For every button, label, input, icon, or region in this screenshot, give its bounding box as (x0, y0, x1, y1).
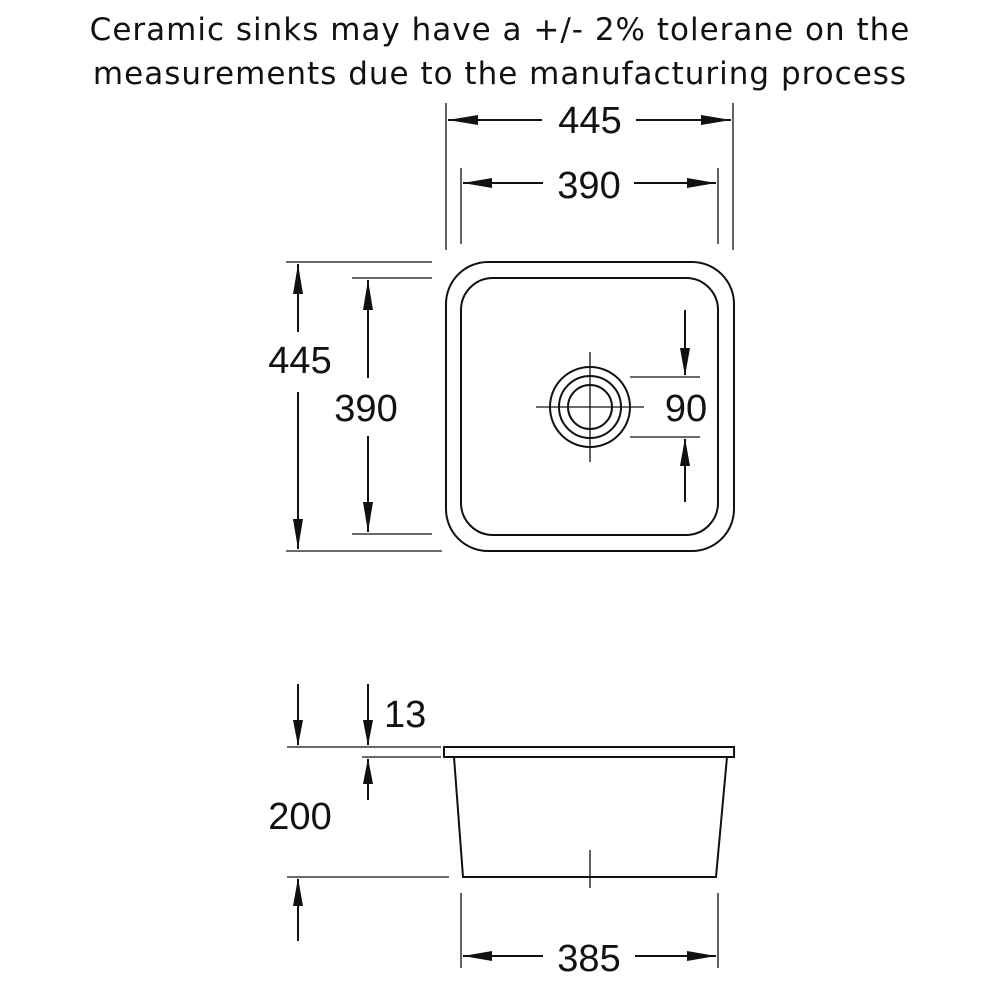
bowl-width-label: 390 (557, 165, 621, 207)
waste-diameter-dimension (630, 310, 707, 502)
height-dimension (268, 796, 449, 941)
waste-diameter-label: 90 (664, 388, 708, 430)
waste-outlet (536, 352, 644, 462)
overall-width-label: 445 (558, 100, 622, 142)
tolerance-note-line-2: measurements due to the manufacturing process (92, 56, 908, 92)
base-width-dimension (461, 893, 718, 980)
bowl-depth-dimension (334, 278, 432, 534)
rim-thickness-dimension (287, 684, 441, 800)
tolerance-note-line-1: Ceramic sinks may have a +/- 2% tolerane on the (89, 12, 911, 48)
rim-thickness-label: 13 (384, 694, 427, 736)
bowl-depth-label: 390 (334, 388, 398, 430)
overall-depth-label: 445 (268, 340, 332, 382)
bowl-width-dimension (461, 165, 718, 244)
sink-side-outline (444, 747, 734, 888)
height-label: 200 (268, 796, 332, 838)
base-width-label: 385 (557, 938, 621, 980)
